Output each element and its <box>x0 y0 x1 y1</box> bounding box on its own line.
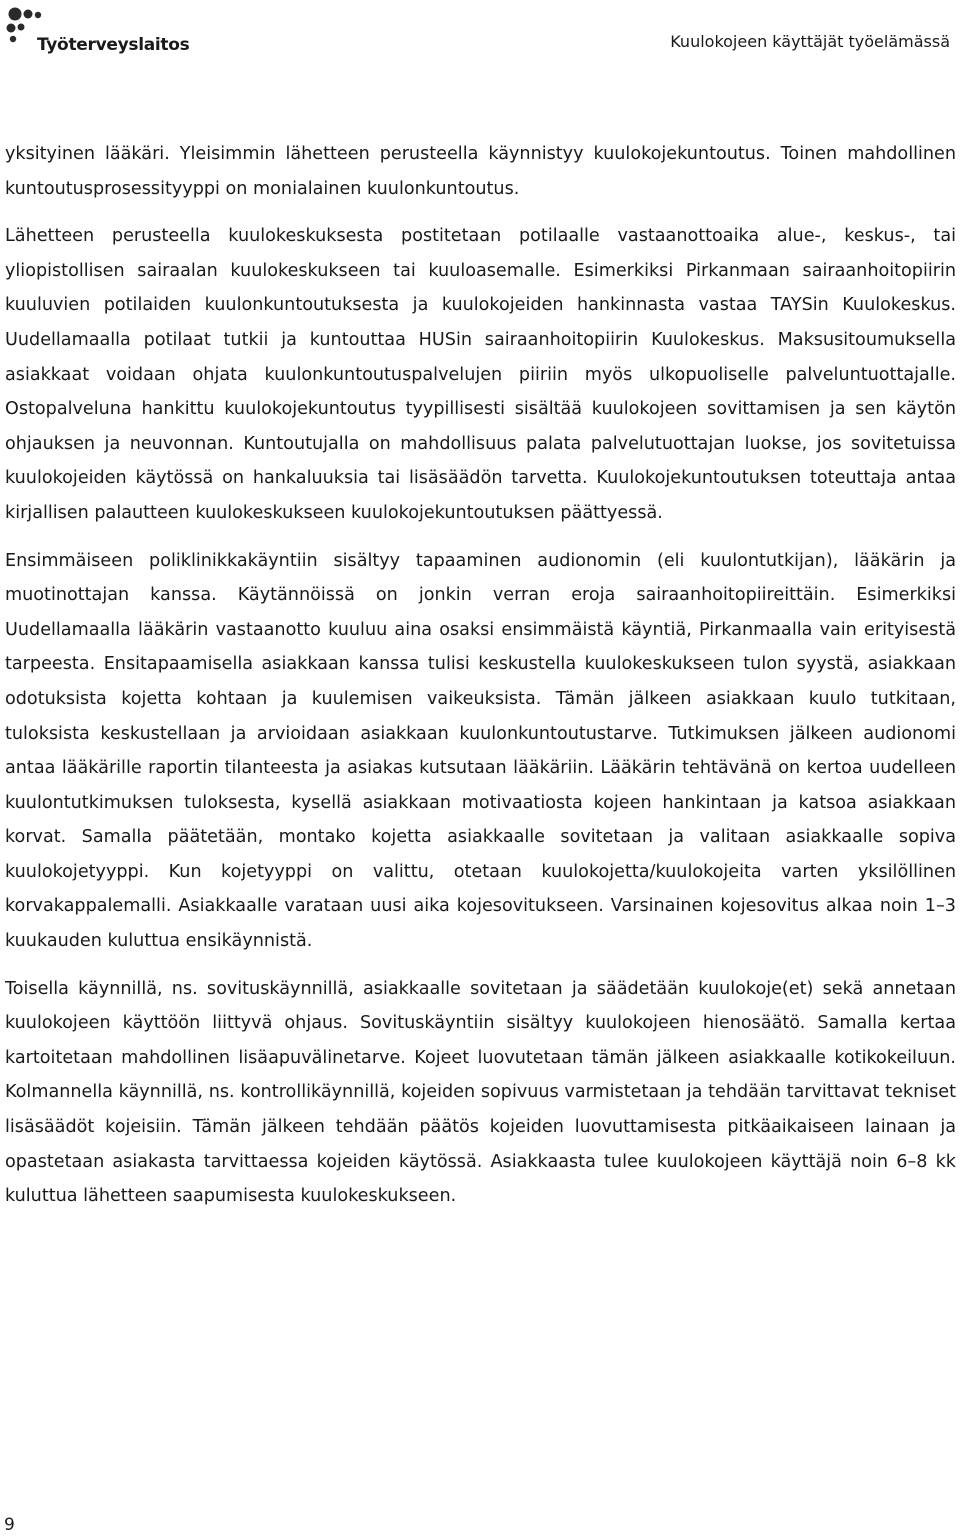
page-header <box>0 0 960 70</box>
page-number: 9 <box>4 1515 15 1535</box>
logo-text: Työterveyslaitos <box>37 35 190 55</box>
paragraph-referral-continuation: yksityinen lääkäri. Yleisimmin lähetteen perusteella käynnistyy kuulokojekuntoutus. Toinen mahdollinen kuntoutusprosessityyppi on monialainen kuulonkuntoutus. <box>5 144 956 199</box>
document-body <box>5 137 956 1227</box>
paragraph-hearing-centres: Lähetteen perusteella kuulokeskuksesta postitetaan potilaalle vastaanottoaika alue-, keskus-, tai yliopistollisen sairaalan kuulokeskukseen tai kuuloasemalle. Esimerkiksi Pirkanmaan sairaanhoitopiirin kuuluvien potilaiden kuulonkuntoutuksesta ja kuulokojeiden hankinnasta vastaa TAYSin Kuulokeskus. Uudellamaalla potilaat tutkii ja kuntouttaa HUSin sairaanhoitopiirin Kuulokeskus. Maksusitoumuksella asiakkaat voidaan ohjata kuulonkuntoutuspalvelujen piiriin myös ulkopuoliselle palveluntuottajalle. Ostopalveluna hankittu kuulokojekuntoutus tyypillisesti sisältää kuulokojeen sovittamisen ja sen käytön ohjauksen ja neuvonnan. Kuntoutujalla on mahdollisuus palata palvelutuottajan luokse, jos sovitetuissa kuulokojeiden käytössä on hankaluuksia tai lisäsäädön tarvetta. Kuulokojekuntoutuksen toteuttaja antaa kirjallisen palautteen kuulokeskukseen kuulokojekuntoutuksen päättyessä. <box>5 226 956 523</box>
organization-logo <box>4 4 190 62</box>
paragraph-first-visit: Ensimmäiseen poliklinikkakäyntiin sisältyy tapaaminen audionomin (eli kuulontutkijan), lääkärin ja muotinottajan kanssa. Käytännöissä on jonkin verran eroja sairaanhoitopiireittäin. Esimerkiksi Uudellamaalla lääkärin vastaanotto kuuluu aina osaksi ensimmäistä käyntiä, Pirkanmaalla vain erityisestä tarpeesta. Ensitapaamisella asiakkaan kanssa tulisi keskustella kuulokeskukseen tulon syystä, asiakkaan odotuksista kojetta kohtaan ja kuulemisen vaikeuksista. Tämän jälkeen asiakkaan kuulo tutkitaan, tuloksista keskustellaan ja arvioidaan asiakkaan kuulonkuntoutustarve. Tutkimuksen jälkeen audionomi antaa lääkärille raportin tilanteesta ja asiakas kutsutaan lääkäriin. Lääkärin tehtävänä on kertoa uudelleen kuulontutkimuksen tuloksesta, kysellä asiakkaan motivaatiosta kojeen hankintaan ja katsoa asiakkaan korvat. Samalla päätetään, montako kojetta asiakkaalle sovitetaan ja valitaan asiakkaalle sopiva kuulokojetyyppi. Kun kojetyyppi on valittu, otetaan kuulokojetta/kuulokojeita varten yksilöllinen korvakappalemalli. Asiakkaalle varataan uusi aika kojesovitukseen. Varsinainen kojesovitus alkaa noin 1–3 kuukauden kuluttua ensikäynnistä. <box>5 550 956 952</box>
running-title: Kuulokojeen käyttäjät työelämässä <box>670 32 950 51</box>
paragraph-fitting-visits: Toisella käynnillä, ns. sovituskäynnillä, asiakkaalle sovitetaan ja säädetään kuulokoje(et) sekä annetaan kuulokojeen käyttöön liittyvä ohjaus. Sovituskäyntiin sisältyy kuulokojeen hienosäätö. Samalla kertaa kartoitetaan mahdollinen lisäapuvälinetarve. Kojeet luovutetaan tämän jälkeen asiakkaalle kotikokeiluun. Kolmannella käynnillä, ns. kontrollikäynnillä, kojeiden sopivuus varmistetaan ja tehdään tarvittavat tekniset lisäsäädöt kojeisiin. Tämän jälkeen tehdään päätös kojeiden luovuttamisesta pitkäaikaiseen lainaan ja opastetaan asiakasta tarvittaessa kojeiden käytössä. Asiakkaasta tulee kuulokojeen käyttäjä noin 6–8 kk kuluttua lähetteen saapumisesta kuulokeskukseen. <box>5 978 956 1207</box>
